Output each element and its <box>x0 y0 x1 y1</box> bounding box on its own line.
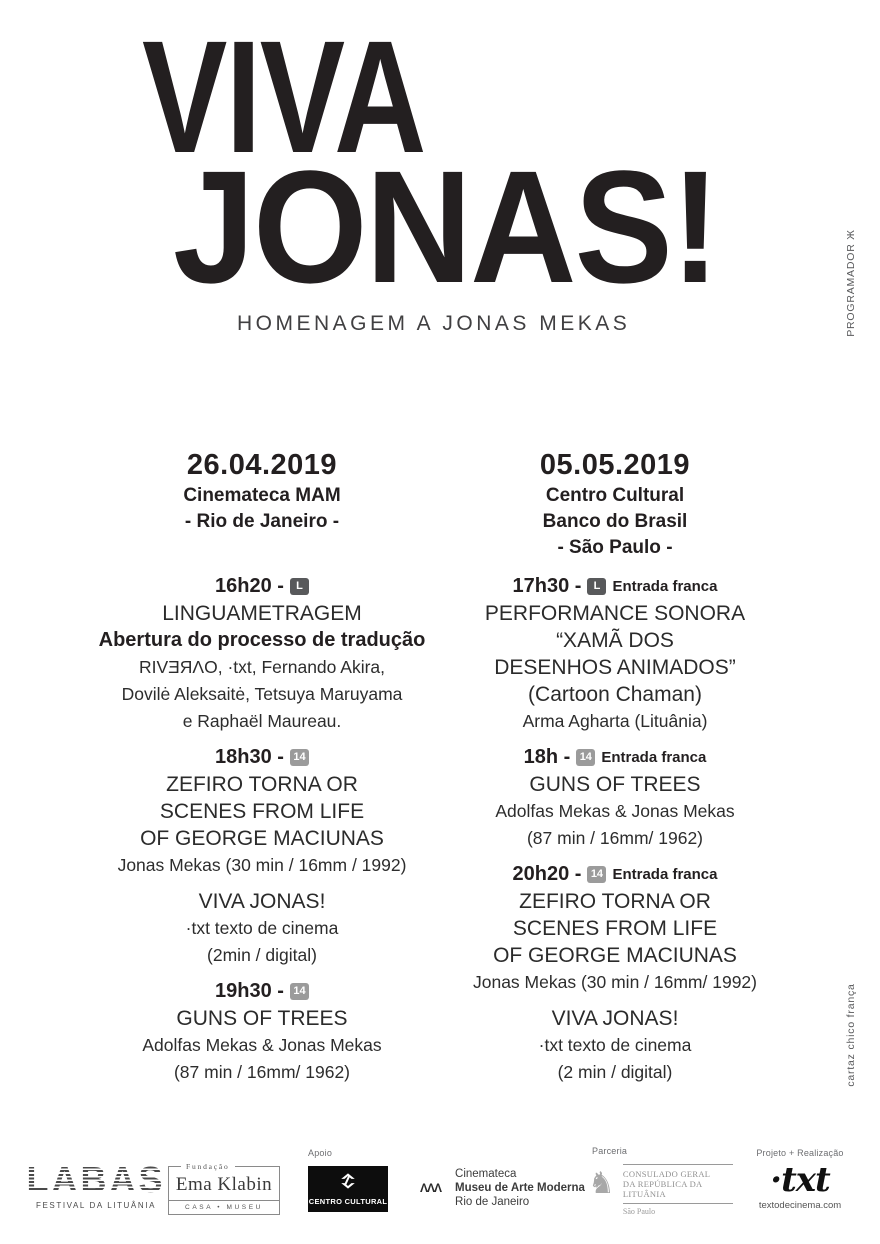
event-title-line: DESENHOS ANIMADOS” <box>494 656 736 679</box>
event-title-line: (Cartoon Chaman) <box>528 683 702 706</box>
event-time: 20h20 - <box>512 863 582 885</box>
mam-line-museu: Museu de Arte Moderna <box>455 1182 585 1194</box>
venue-name-line: - Rio de Janeiro - <box>184 511 340 532</box>
consulado-text-block <box>623 1164 733 1216</box>
entrada-franca-note: Entrada franca <box>601 749 707 766</box>
event-time-line <box>440 861 790 888</box>
labas-festival-logo <box>26 1159 166 1210</box>
labas-logo-text: LABAS <box>26 1159 166 1200</box>
age-rating-badge: L <box>290 578 309 595</box>
event-title-line: “XAMÃ DOS <box>556 629 674 652</box>
event-title-line: VIVA JONAS! <box>551 1007 679 1030</box>
consulado-city: São Paulo <box>622 1207 656 1216</box>
mam-text <box>455 1167 585 1209</box>
poster-title-line-1: VIVA <box>142 7 425 186</box>
event-title-line: ZEFIRO TORNA OR <box>519 890 711 913</box>
vytis-emblem-icon: ♞ <box>588 1167 615 1200</box>
consulado-lituania-logo <box>588 1164 733 1216</box>
ema-klabin-subscript: CASA • MUSEU <box>169 1200 279 1214</box>
event-title-line: GUNS OF TREES <box>529 773 701 796</box>
venue-block <box>78 448 446 573</box>
event-detail-line: (2min / digital) <box>207 945 317 965</box>
event-date: 26.04.2019 <box>186 449 338 481</box>
event-title-line: SCENES FROM LIFE <box>159 800 365 823</box>
parceria-label: Parceria <box>592 1146 628 1156</box>
event-detail-line: (87 min / 16mm/ 1962) <box>526 828 704 848</box>
event-date: 05.05.2019 <box>539 449 691 481</box>
age-rating-badge: 14 <box>576 749 595 766</box>
event-detail-line: Dovilė Aleksaitė, Tetsuya Maruyama <box>121 684 403 704</box>
labas-tagline: FESTIVAL DA LITUÂNIA <box>35 1201 157 1210</box>
age-rating-badge: L <box>587 578 606 595</box>
event-block <box>78 744 446 879</box>
event-detail-line: RIVƎЯΛO, ·txt, Fernando Akira, <box>138 657 386 677</box>
event-title-line: GUNS OF TREES <box>176 1007 348 1030</box>
programmer-credit: PROGRAMADOR Ж <box>845 229 857 337</box>
event-block <box>440 744 790 852</box>
event-block <box>440 861 790 996</box>
event-title-line: PERFORMANCE SONORA <box>484 602 746 625</box>
age-rating-badge: 14 <box>290 983 309 1000</box>
event-emphasis-line: Abertura do processo de tradução <box>98 629 426 651</box>
venue-name-line: Banco do Brasil <box>542 511 688 532</box>
txt-logo-text: ·txt <box>770 1160 830 1200</box>
projeto-realizacao-label: Projeto + Realização <box>756 1148 844 1158</box>
event-time: 17h30 - <box>512 575 582 597</box>
apoio-label: Apoio <box>308 1148 333 1158</box>
event-title-line: OF GEORGE MACIUNAS <box>140 827 384 850</box>
event-time-line <box>78 744 446 771</box>
event-detail-line: e Raphaël Maureau. <box>182 711 342 731</box>
event-block <box>78 978 446 1086</box>
txt-texto-de-cinema-logo <box>755 1148 845 1211</box>
event-block <box>78 888 446 969</box>
mam-line-rio: Rio de Janeiro <box>455 1196 530 1208</box>
event-detail-line: Jonas Mekas (30 min / 16mm/ 1992) <box>472 972 757 992</box>
event-detail-line: (2 min / digital) <box>557 1062 673 1082</box>
event-time: 18h30 - <box>215 746 284 768</box>
event-detail-line: Adolfas Mekas & Jonas Mekas <box>495 801 735 821</box>
event-time: 18h - <box>523 746 571 768</box>
poster-title-line-2: JONAS! <box>173 137 719 316</box>
schedule-column-1 <box>78 448 446 1095</box>
event-detail-line: ·txt texto de cinema <box>538 1035 692 1055</box>
centro-cultural-banco-do-brasil-logo <box>308 1166 388 1212</box>
event-time: 16h20 - <box>215 575 284 597</box>
event-detail-line: (87 min / 16mm/ 1962) <box>173 1062 351 1082</box>
event-detail-line: Arma Agharta (Lituânia) <box>522 711 708 731</box>
schedule-column-2 <box>440 448 790 1095</box>
poster-designer-credit: cartaz chico frança <box>845 983 857 1087</box>
poster-subtitle: HOMENAGEM A JONAS MEKAS <box>237 312 631 335</box>
event-detail-line: Jonas Mekas (30 min / 16mm / 1992) <box>117 855 407 875</box>
consulado-line-1: CONSULADO GERAL <box>622 1169 711 1179</box>
venue-block <box>440 448 790 573</box>
venue-name-line: Centro Cultural <box>545 485 685 506</box>
consulado-bottom-rule <box>623 1203 733 1204</box>
event-block <box>440 573 790 735</box>
venue-name-line: Cinemateca MAM <box>183 485 341 506</box>
ema-klabin-name: Ema Klabin <box>175 1174 273 1195</box>
consulado-name <box>623 1165 733 1203</box>
ema-klabin-superscript: Fundação <box>181 1162 235 1171</box>
event-time-line <box>78 978 446 1005</box>
entrada-franca-note: Entrada franca <box>612 866 718 883</box>
event-title-line: VIVA JONAS! <box>198 890 326 913</box>
event-detail-line: ·txt texto de cinema <box>185 918 339 938</box>
event-title-line: ZEFIRO TORNA OR <box>166 773 358 796</box>
ema-klabin-logo <box>168 1162 280 1215</box>
event-title-line: OF GEORGE MACIUNAS <box>493 944 737 967</box>
txt-website: textodecinema.com <box>758 1200 842 1211</box>
mam-icon: ΛΛΛ <box>420 1181 442 1195</box>
entrada-franca-note: Entrada franca <box>612 578 718 595</box>
event-block <box>78 573 446 735</box>
event-title-line: SCENES FROM LIFE <box>512 917 718 940</box>
banco-do-brasil-icon <box>339 1172 357 1195</box>
event-detail-line: Adolfas Mekas & Jonas Mekas <box>142 1035 382 1055</box>
event-time-line <box>440 744 790 771</box>
event-time: 19h30 - <box>215 980 284 1002</box>
event-title-line: LINGUAMETRAGEM <box>162 602 362 625</box>
age-rating-badge: 14 <box>290 749 309 766</box>
centro-cultural-label: CENTRO CULTURAL <box>308 1197 388 1206</box>
event-block <box>440 1005 790 1086</box>
event-time-line <box>78 573 446 600</box>
mam-line-cinemateca: Cinemateca <box>455 1168 517 1180</box>
age-rating-badge: 14 <box>587 866 606 883</box>
event-time-line <box>440 573 790 600</box>
cinemateca-mam-logo <box>420 1167 585 1209</box>
venue-name-line: - São Paulo - <box>557 537 673 558</box>
consulado-line-2: DA REPÚBLICA DA LITUÂNIA <box>622 1179 703 1199</box>
